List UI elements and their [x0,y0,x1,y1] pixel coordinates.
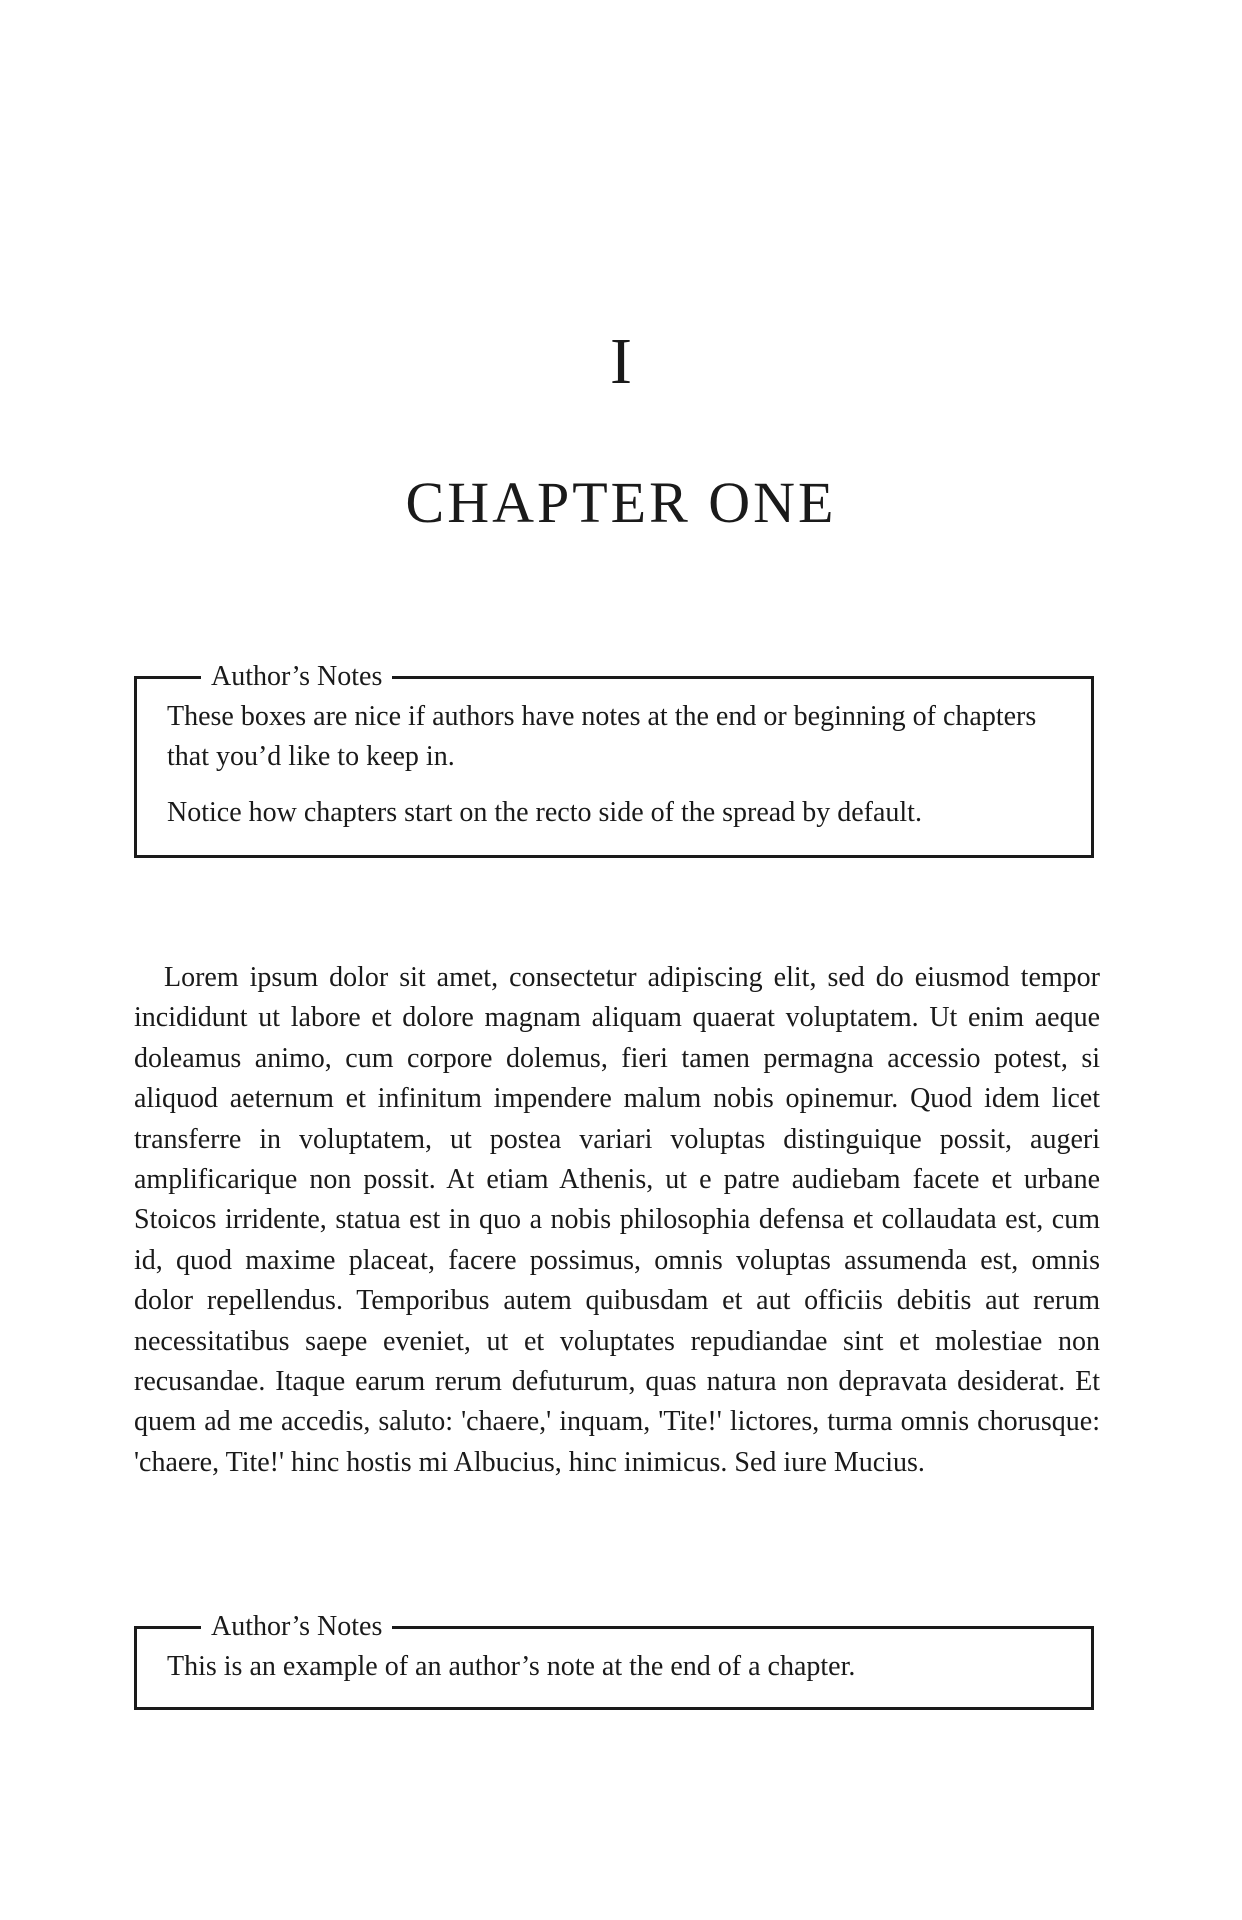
authors-note-paragraph: These boxes are nice if authors have notes at the end or beginning of chapters that you’d like to keep in. [167,701,1037,772]
body-paragraph: Lorem ipsum dolor sit amet, consectetur adipiscing elit, sed do eiusmod tempor incididunt ut labore et dolore magnam aliquam quaerat voluptatem. Ut enim aeque doleamus animo, cum corpore dolemus, fieri tamen permagna accessio potest, si aliquod aeternum et infinitum impendere malum nobis opinemur. Quod idem licet transferre in voluptatem, ut postea variari voluptas distinguique possit, augeri amplificarique non possit. At etiam Athenis, ut e patre audiebam facete et urbane Stoicos irridente, statua est in quo a nobis philosophia defensa et collaudata est, cum id, quod maxime placeat, facere possimus, omnis voluptas assumenda est, omnis dolor repellendus. Temporibus autem quibusdam et aut officiis debitis aut rerum necessitatibus saepe eveniet, ut et voluptates repudiandae sint et molestiae non recusandae. Itaque earum rerum defuturum, quas natura non depravata desiderat. Et quem ad me accedis, saluto: 'chaere,' inquam, 'Tite!' lictores, turma omnis chorusque: 'chaere, Tite!' hinc hostis mi Albucius, hinc inimicus. Sed iure Mucius. [134,962,1100,1478]
chapter-number: I [610,325,632,398]
authors-notes-box-top [134,661,1094,858]
authors-note-paragraph: Notice how chapters start on the recto side of the spread by default. [167,797,922,828]
authors-notes-box-bottom [134,1611,1094,1710]
authors-note-paragraph: This is an example of an author’s note at the end of a chapter. [167,1651,856,1682]
chapter-title: CHAPTER ONE [405,470,837,535]
authors-notes-legend: Author’s Notes [201,1607,392,1647]
authors-notes-legend: Author’s Notes [201,657,392,697]
